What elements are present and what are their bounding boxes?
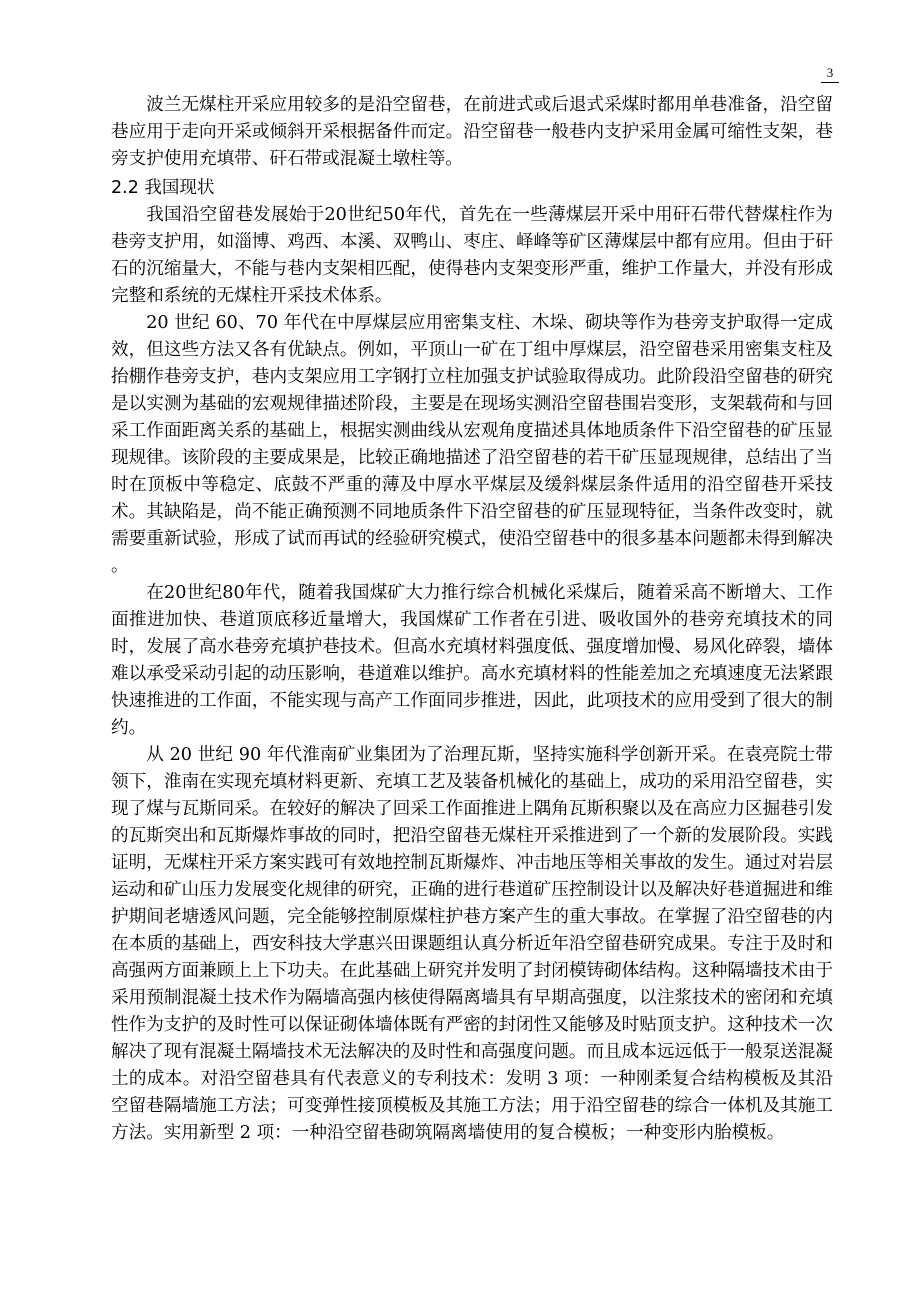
body-paragraph-4: 从 20 世纪 90 年代淮南矿业集团为了治理瓦斯，坚持实施科学创新开采。在袁亮院士带领下，淮南在实现充填材料更新、充填工艺及装备机械化的基础上，成功的采用沿空留巷，实现了煤与瓦斯同采。在较好的解决了回采工作面推进上隅角瓦斯积聚以及在高应力区掘巷引发的瓦斯突出和瓦斯爆炸事故的同时，把沿空留巷无煤柱开采推进到了一个新的发展阶段。实践证明，无煤柱开采方案实践可有效地控制瓦斯爆炸、冲击地压等相关事故的发生。通过对岩层运动和矿山压力发展变化规律的研究，正确的进行巷道矿压控制设计以及解决好巷道掘进和维护期间老塘透风问题，完全能够控制原煤柱护巷方案产生的重大事故。在掌握了沿空留巷的内在本质的基础上，西安科技大学惠兴田课题组认真分析近年沿空留巷研究成果。专注于及时和高强两方面兼顾上上下功夫。在此基础上研究并发明了封闭模铸砌体结构。这种隔墙技术由于采用预制混凝土技术作为隔墙高强内核使得隔离墙具有早期高强度，以注浆技术的密闭和充填性作为支护的及时性可以保证砌体墙体既有严密的封闭性又能够及时贴顶支护。这种技术一次解决了现有混凝土隔墙技术无法解决的及时性和高强度问题。而且成本远远低于一般泵送混凝土的成本。对沿空留巷具有代表意义的专利技术：发明 3 项：一种刚柔复合结构模板及其沿空留巷隔墙施工方法；可变弹性接顶模板及其施工方法；用于沿空留巷的综合一体机及其施工方法。实用新型 2 项：一种沿空留巷砌筑隔离墙使用的复合模板；一种变形内胎模板。 [111, 745, 833, 1143]
section-heading: 2.2 我国现状 [111, 178, 215, 198]
intro-paragraph: 波兰无煤柱开采应用较多的是沿空留巷，在前进式或后退式采煤时都用单巷准备，沿空留巷应用于走向开采或倾斜开采根据备件而定。沿空留巷一般巷内支护采用金属可缩性支架，巷旁支护使用充填带、矸石带或混凝土墩柱等。 [111, 95, 833, 169]
body-paragraph-3: 在20世纪80年代，随着我国煤矿大力推行综合机械化采煤后，随着采高不断增大、工作面推进加快、巷道顶底移近量增大，我国煤矿工作者在引进、吸收国外的巷旁充填技术的同时，发展了高水巷旁充填护巷技术。但高水充填材料强度低、强度增加慢、易风化碎裂，墙体难以承受采动引起的动压影响，巷道难以维护。高水充填材料的性能差加之充填速度无法紧跟快速推进的工作面，不能实现与高产工作面同步推进，因此，此项技术的应用受到了很大的制约。 [111, 583, 833, 738]
body-paragraph-1: 我国沿空留巷发展始于20世纪50年代，首先在一些薄煤层开采中用矸石带代替煤柱作为巷旁支护用，如淄博、鸡西、本溪、双鸭山、枣庄、峄峰等矿区薄煤层中都有应用。但由于矸石的沉缩量大，不能与巷内支架相匹配，使得巷内支架变形严重，维护工作量大，并没有形成完整和系统的无煤柱开采技术体系。 [111, 205, 833, 306]
page-number: 3 [821, 64, 839, 83]
body-paragraph-2: 20 世纪 60、70 年代在中厚煤层应用密集支柱、木垛、砌块等作为巷旁支护取得一定成效，但这些方法又各有优缺点。例如，平顶山一矿在丁组中厚煤层，沿空留巷采用密集支柱及抬棚作巷旁支护，巷内支架应用工字钢打立柱加强支护试验取得成功。此阶段沿空留巷的研究是以实测为基础的宏观规律描述阶段，主要是在现场实测沿空留巷围岩变形，支架载荷和与回采工作面距离关系的基础上，根据实测曲线从宏观角度描述具体地质条件下沿空留巷的矿压显现规律。该阶段的主要成果是，比较正确地描述了沿空留巷的若干矿压显现规律，总结出了当时在顶板中等稳定、底鼓不严重的薄及中厚水平煤层及缓斜煤层条件适用的沿空留巷开采技术。其缺陷是，尚不能正确预测不同地质条件下沿空留巷的矿压显现特征，当条件改变时，就需要重新试验，形成了试而再试的经验研究模式，使沿空留巷中的很多基本问题都未得到解决 。 [111, 313, 833, 576]
page-body [111, 92, 833, 1147]
